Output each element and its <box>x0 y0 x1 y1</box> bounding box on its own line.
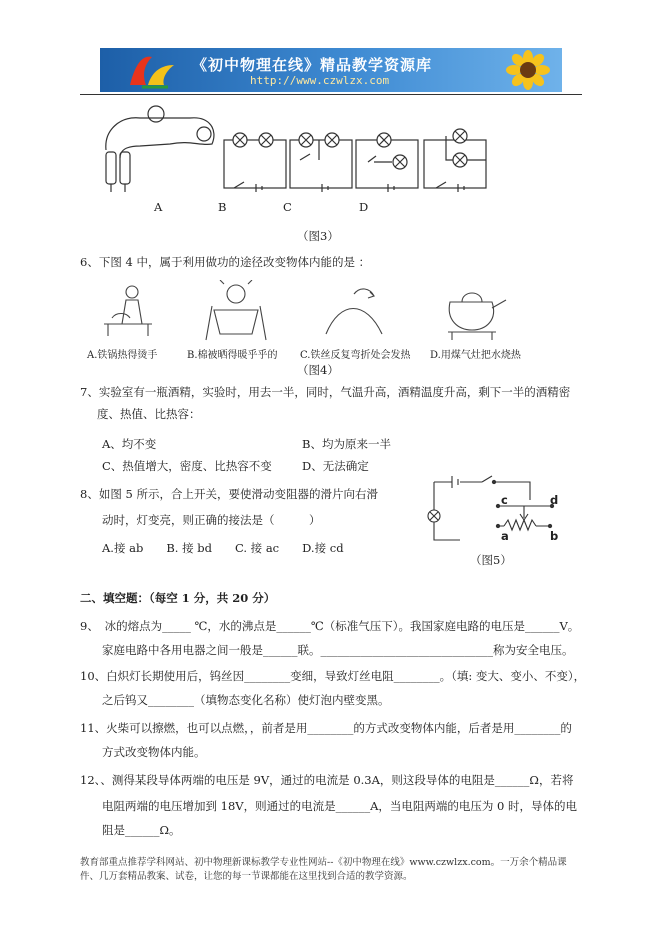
figure4-illustrations <box>96 280 566 346</box>
footer-line1: 教育部重点推荐学科网站、初中物理新课标教学专业性网站--《初中物理在线》www.czwlzx.com。一万余个精品课 <box>80 857 567 868</box>
figure5-circuit <box>420 474 570 554</box>
header-title: 《初中物理在线》精品教学资源库 <box>192 56 433 74</box>
figure3-label-a: A <box>154 200 163 214</box>
sunflower-icon <box>502 50 554 90</box>
q6-text: 6、下图 4 中，属于利用做功的途径改变物体内能的是 ： <box>80 255 371 269</box>
figure5-caption: （图5） <box>470 553 512 567</box>
terminal-a: a <box>501 529 509 543</box>
figure3-caption: （图3） <box>297 229 339 243</box>
q9-line1: 9、 冰的熔点为_____ ℃，水的沸点是______℃（标准气压下）。我国家庭电路的电压是______V。 <box>80 619 580 633</box>
terminal-d: d <box>550 493 559 507</box>
q7-option-b: B、均为原来一半 <box>302 437 391 451</box>
q8-line1: 8、如图 5 所示，合上开关，要使滑动变阻器的滑片向右滑 <box>80 487 378 501</box>
terminal-c: c <box>501 493 508 507</box>
quilt-sunning-icon <box>206 280 266 340</box>
header-rule <box>80 94 582 95</box>
q11-line1: 11、火柴可以擦燃，也可以点燃，，前者是用________的方式改变物体内能，后者是用________的 <box>80 721 572 735</box>
footer-line2: 件、几万套精品教案、试卷，让您的每一节课都能在这里找到合适的教学资源。 <box>80 871 413 882</box>
q11-line2: 方式改变物体内能。 <box>102 745 206 759</box>
figure4-caption: （图4） <box>297 363 339 377</box>
q6-option-b: B.棉被晒得暖乎乎的 <box>187 350 278 361</box>
q8-options: A.接 ab B. 接 bd C. 接 ac D.接 cd <box>102 541 344 555</box>
q9-line2: 家庭电路中各用电器之间一般是______联。______________________________称为安全电压。 <box>102 643 574 657</box>
circuit-b <box>290 133 352 192</box>
q8-line2: 动时，灯变亮，则正确的接法是（ ） <box>102 513 321 527</box>
figure3-label-d: D <box>359 200 369 214</box>
q7-option-d: D、无法确定 <box>302 459 369 473</box>
q6-option-d: D.用煤气灶把水烧热 <box>430 350 521 361</box>
q12-line3: 阻是______Ω。 <box>102 823 181 837</box>
figure3-sketch <box>106 106 214 192</box>
section2-title: 二、填空题：（每空 1 分，共 20 分） <box>80 591 276 605</box>
q10-line2: 之后钨又________（填物态变化名称）使灯泡内壁变黑。 <box>102 693 390 707</box>
q7-line2: 度、热值、比热容： <box>97 407 201 421</box>
figure3-label-b: B <box>218 200 227 214</box>
q7-option-a: A、均不变 <box>102 437 157 451</box>
figure3-label-c: C <box>283 200 292 214</box>
site-logo-icon <box>122 51 182 89</box>
header-url[interactable]: http://www.czwlzx.com <box>250 74 390 87</box>
circuit-a <box>224 133 286 192</box>
q12-line1: 12、、测得某段导体两端的电压是 9V，通过的电流是 0.3A，则这段导体的电阻是______Ω，若将 <box>80 773 574 787</box>
q7-line1: 7、实验室有一瓶酒精，实验时，用去一半，同时，气温升高，酒精温度升高，剩下一半的酒精密 <box>80 385 571 399</box>
bending-wire-icon <box>326 289 382 334</box>
circuit-d <box>424 129 486 192</box>
circuit-c <box>356 133 418 192</box>
q7-option-c: C、热值增大，密度、比热容不变 <box>102 459 272 473</box>
page-footer <box>80 856 585 884</box>
header-banner <box>100 48 562 92</box>
q6-option-a: A.铁锅热得烫手 <box>87 350 158 361</box>
q12-line2: 电阻两端的电压增加到 18V，则通过的电流是______A，当电阻两端的电压为 0 时，导体的电 <box>102 799 578 813</box>
q10-line1: 10、白炽灯长期使用后，钨丝因________变细，导致灯丝电阻________。（填: 变大、变小、不变）， <box>80 669 586 683</box>
pan-cooking-icon <box>104 286 152 336</box>
terminal-b: b <box>550 529 559 543</box>
gas-stove-kettle-icon <box>448 293 506 340</box>
q6-option-c: C.铁丝反复弯折处会发热 <box>300 350 411 361</box>
